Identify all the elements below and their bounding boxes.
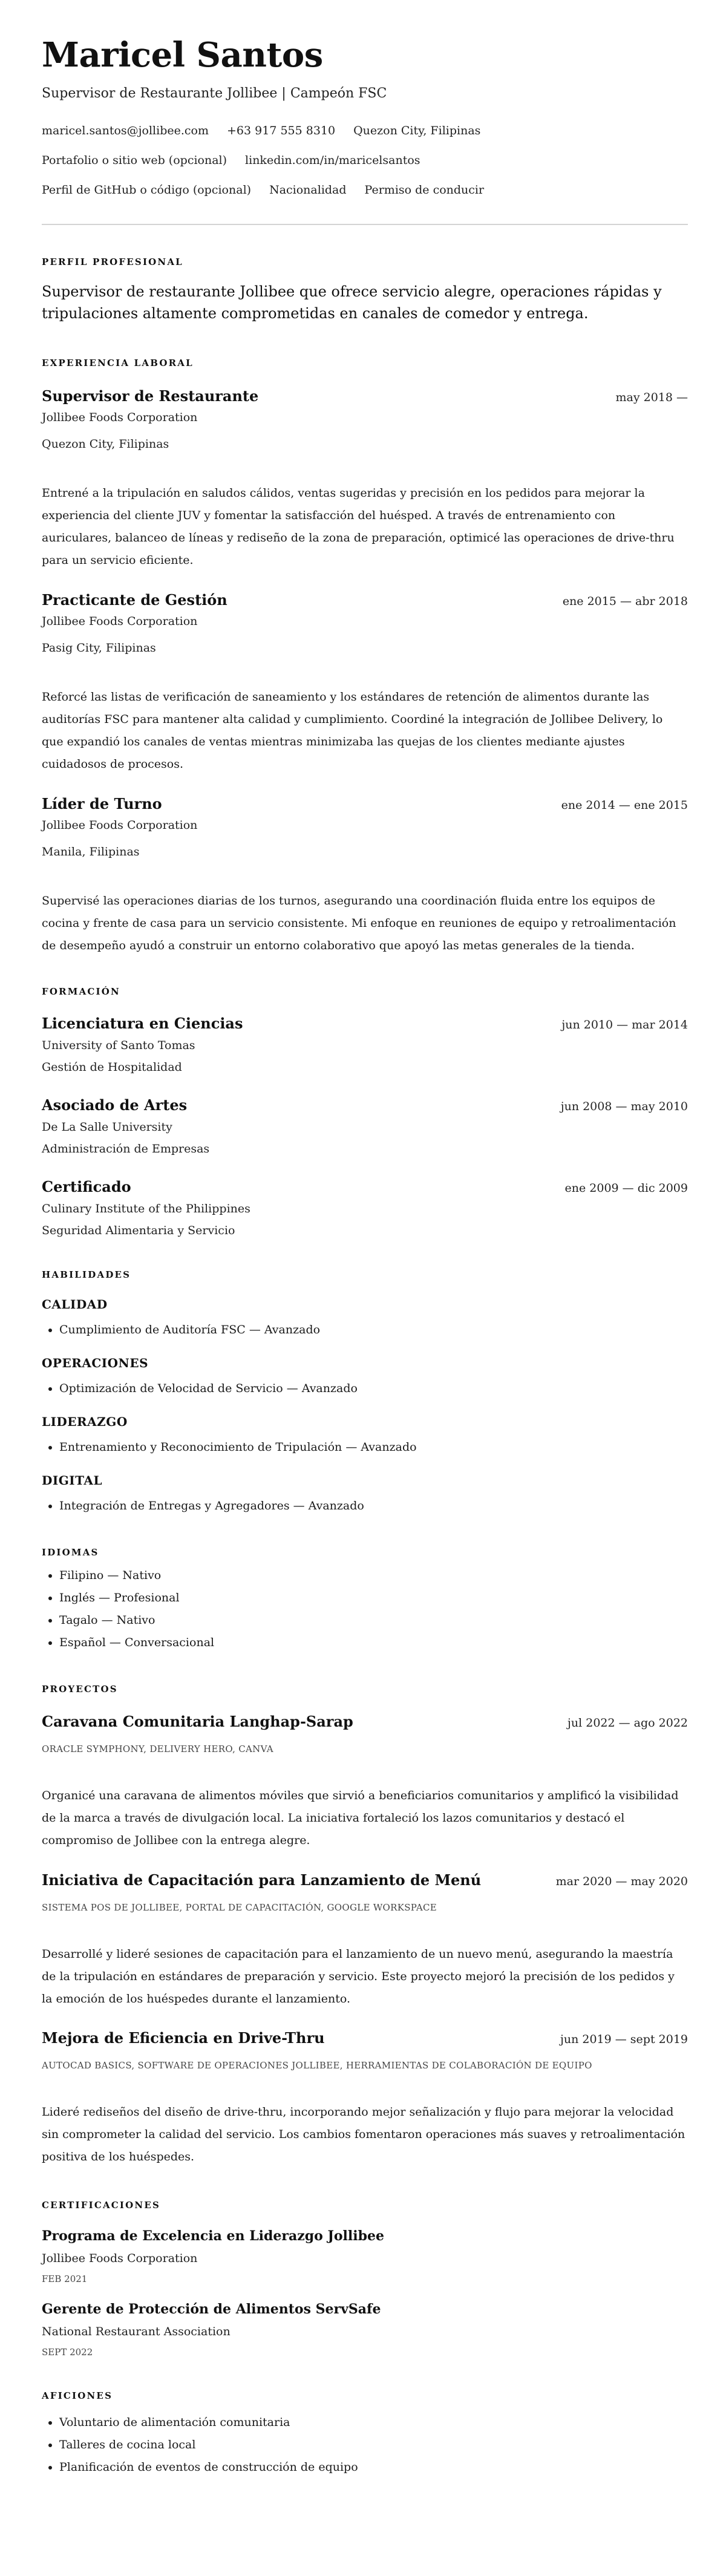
- header-divider: [42, 224, 688, 225]
- hobbies-section: [42, 2390, 688, 2479]
- education-item: [42, 1014, 688, 1078]
- contact-row: [42, 116, 688, 146]
- certification-name: Programa de Excelencia en Liderazgo Jollibee: [42, 2228, 385, 2244]
- experience-item: [42, 387, 688, 572]
- job-location: Manila, Filipinas: [42, 845, 140, 858]
- contact-row: [42, 146, 688, 175]
- candidate-name: Maricel Santos: [42, 35, 323, 75]
- project-dates: mar 2020 — may 2020: [555, 1875, 688, 1888]
- driving-license: Permiso de conducir: [364, 183, 485, 197]
- job-company: Jollibee Foods Corporation: [42, 615, 198, 628]
- certification-date: FEB 2021: [42, 2274, 88, 2284]
- education-dates: ene 2009 — dic 2009: [564, 1182, 688, 1195]
- portfolio-link[interactable]: Portafolio o sitio web (opcional): [42, 154, 227, 167]
- certification-issuer: Jollibee Foods Corporation: [42, 2252, 198, 2265]
- candidate-headline: Supervisor de Restaurante Jollibee | Campeón FSC: [42, 86, 387, 101]
- skill-group: [42, 1472, 688, 1517]
- job-description: Supervisé las operaciones diarias de los turnos, asegurando una coordinación fluida entre los equipos de cocina y frente de casa para un servicio consistente. Mi enfoque en reuniones de equipo y retroalimentación de desempeño ayudó a construir un entorno colaborativo que apoyó las metas generales de la tienda.: [42, 894, 676, 952]
- job-title: Supervisor de Restaurante: [42, 387, 259, 405]
- school: University of Santo Tomas: [42, 1039, 195, 1052]
- project-description: Desarrollé y lideré sesiones de capacitación para el lanzamiento de un nuevo menú, asegurando la maestría de la tripulación en estándares de preparación y servicio. Este proyecto mejoró la precisión de los pedidos y la emoción de los huéspedes durante el lanzamiento.: [42, 1947, 675, 2006]
- education-dates: jun 2010 — mar 2014: [561, 1018, 688, 1031]
- nationality: Nacionalidad: [269, 183, 347, 197]
- linkedin-link[interactable]: linkedin.com/in/maricelsantos: [245, 154, 420, 167]
- school: Culinary Institute of the Philippines: [42, 1202, 250, 1215]
- project-title: Mejora de Eficiencia en Drive-Thru: [42, 2029, 325, 2047]
- skill-group: [42, 1413, 688, 1459]
- education-item: [42, 1177, 688, 1241]
- skill-group-title: CALIDAD: [42, 1297, 108, 1312]
- section-heading: PERFIL PROFESIONAL: [42, 257, 183, 267]
- phone-number: +63 917 555 8310: [227, 124, 336, 137]
- language-item: • Tagalo — Nativo: [59, 1609, 688, 1632]
- projects-section: [42, 1683, 688, 2168]
- project-tags: SISTEMA POS DE JOLLIBEE, PORTAL DE CAPACITACIÓN, GOOGLE WORKSPACE: [42, 1902, 437, 1913]
- skills-section: [42, 1269, 688, 1517]
- certification-item: [42, 2226, 688, 2286]
- section-heading: CERTIFICACIONES: [42, 2200, 160, 2211]
- project-tags: ORACLE SYMPHONY, DELIVERY HERO, CANVA: [42, 1744, 273, 1754]
- project-dates: jun 2019 — sept 2019: [560, 2033, 688, 2046]
- skill-item: • Entrenamiento y Reconocimiento de Tripulación — Avanzado: [59, 1436, 688, 1459]
- summary-text: Supervisor de restaurante Jollibee que ofrece servicio alegre, operaciones rápidas y tripulaciones altamente comprometidas en canales de comedor y entrega.: [42, 283, 662, 322]
- section-heading: FORMACIÓN: [42, 986, 120, 997]
- job-dates: ene 2015 — abr 2018: [562, 595, 688, 608]
- language-item: • Inglés — Profesional: [59, 1587, 688, 1609]
- project-item: [42, 1871, 688, 2010]
- field-of-study: Gestión de Hospitalidad: [42, 1061, 182, 1074]
- job-description: Entrené a la tripulación en saludos cálidos, ventas sugeridas y precisión en los pedidos para mejorar la experiencia del cliente JUV y fomentar la satisfacción del huésped. A través de entrenamiento con auriculares, balanceo de líneas y rediseño de la zona de preparación, optimicé las operaciones de drive-thru para un servicio eficiente.: [42, 486, 675, 567]
- project-tags: AUTOCAD BASICS, SOFTWARE DE OPERACIONES JOLLIBEE, HERRAMIENTAS DE COLABORACIÓN DE EQUIPO: [42, 2060, 592, 2071]
- job-description: Reforcé las listas de verificación de saneamiento y los estándares de retención de alimentos durante las auditorías FSC para mantener alta calidad y cumplimiento. Coordiné la integración de Jollibee Delivery, lo que expandió los canales de ventas mientras minimizaba las quejas de los clientes mediante ajustes cuidadosos de procesos.: [42, 690, 663, 771]
- skill-item: • Integración de Entregas y Agregadores — Avanzado: [59, 1495, 688, 1517]
- degree: Asociado de Artes: [42, 1096, 188, 1114]
- degree: Certificado: [42, 1178, 131, 1195]
- job-title: Líder de Turno: [42, 795, 162, 812]
- field-of-study: Seguridad Alimentaria y Servicio: [42, 1224, 235, 1237]
- skill-group: [42, 1296, 688, 1341]
- section-heading: AFICIONES: [42, 2390, 113, 2401]
- hobbies-list: [42, 2411, 688, 2479]
- skill-group-title: OPERACIONES: [42, 1356, 149, 1370]
- education-dates: jun 2008 — may 2010: [560, 1100, 688, 1113]
- certifications-section: [42, 2199, 688, 2359]
- job-dates: ene 2014 — ene 2015: [561, 799, 688, 812]
- project-title: Caravana Comunitaria Langhap-Sarap: [42, 1713, 353, 1730]
- contact-row: [42, 175, 688, 205]
- job-title: Practicante de Gestión: [42, 591, 227, 609]
- project-description: Lideré rediseños del diseño de drive-thru, incorporando mejor señalización y flujo para mejorar la velocidad sin comprometer la calidad del servicio. Los cambios fomentaron operaciones más suaves y retroalimentación positiva de los huéspedes.: [42, 2105, 685, 2163]
- resume-page: [0, 36, 726, 2479]
- experience-item: [42, 590, 688, 776]
- section-heading: HABILIDADES: [42, 1269, 131, 1280]
- section-heading: PROYECTOS: [42, 1684, 118, 1695]
- certification-name: Gerente de Protección de Alimentos ServSafe: [42, 2301, 381, 2317]
- job-location: Pasig City, Filipinas: [42, 641, 156, 655]
- email-link[interactable]: maricel.santos@jollibee.com: [42, 124, 209, 137]
- education-item: [42, 1096, 688, 1160]
- job-company: Jollibee Foods Corporation: [42, 411, 198, 424]
- experience-item: [42, 794, 688, 957]
- language-item: • Filipino — Nativo: [59, 1564, 688, 1587]
- project-description: Organicé una caravana de alimentos móviles que sirvió a beneficiarios comunitarios y amplificó la visibilidad de la marca a través de divulgación local. La iniciativa fortaleció los lazos comunitarios y destacó el compromiso de Jollibee con la entrega alegre.: [42, 1789, 679, 1847]
- language-item: • Español — Conversacional: [59, 1632, 688, 1654]
- section-heading: IDIOMAS: [42, 1547, 99, 1558]
- languages-list: [42, 1564, 688, 1654]
- experience-section: [42, 357, 688, 957]
- section-heading: EXPERIENCIA LABORAL: [42, 358, 194, 368]
- skill-item: • Optimización de Velocidad de Servicio — Avanzado: [59, 1378, 688, 1400]
- languages-section: [42, 1546, 688, 1654]
- skill-group-title: LIDERAZGO: [42, 1414, 128, 1429]
- job-location: Quezon City, Filipinas: [42, 437, 169, 451]
- github-link[interactable]: Perfil de GitHub o código (opcional): [42, 183, 252, 197]
- summary-section: [42, 256, 688, 324]
- education-section: [42, 986, 688, 1241]
- skill-item: • Cumplimiento de Auditoría FSC — Avanzado: [59, 1319, 688, 1341]
- hobby-item: • Talleres de cocina local: [59, 2434, 688, 2456]
- certification-date: SEPT 2022: [42, 2347, 93, 2358]
- school: De La Salle University: [42, 1120, 172, 1134]
- skill-group: [42, 1355, 688, 1400]
- project-dates: jul 2022 — ago 2022: [567, 1716, 688, 1730]
- resume-header: [42, 36, 688, 205]
- degree: Licenciatura en Ciencias: [42, 1015, 243, 1032]
- hobby-item: • Planificación de eventos de construcción de equipo: [59, 2456, 688, 2479]
- location: Quezon City, Filipinas: [353, 124, 481, 137]
- project-title: Iniciativa de Capacitación para Lanzamiento de Menú: [42, 1871, 482, 1889]
- skill-group-title: DIGITAL: [42, 1473, 103, 1488]
- certification-item: [42, 2300, 688, 2359]
- project-item: [42, 1712, 688, 1852]
- job-dates: may 2018 —: [615, 391, 688, 404]
- project-item: [42, 2028, 688, 2168]
- certification-issuer: National Restaurant Association: [42, 2325, 231, 2338]
- field-of-study: Administración de Empresas: [42, 1142, 210, 1156]
- hobby-item: • Voluntario de alimentación comunitaria: [59, 2411, 688, 2434]
- job-company: Jollibee Foods Corporation: [42, 819, 198, 832]
